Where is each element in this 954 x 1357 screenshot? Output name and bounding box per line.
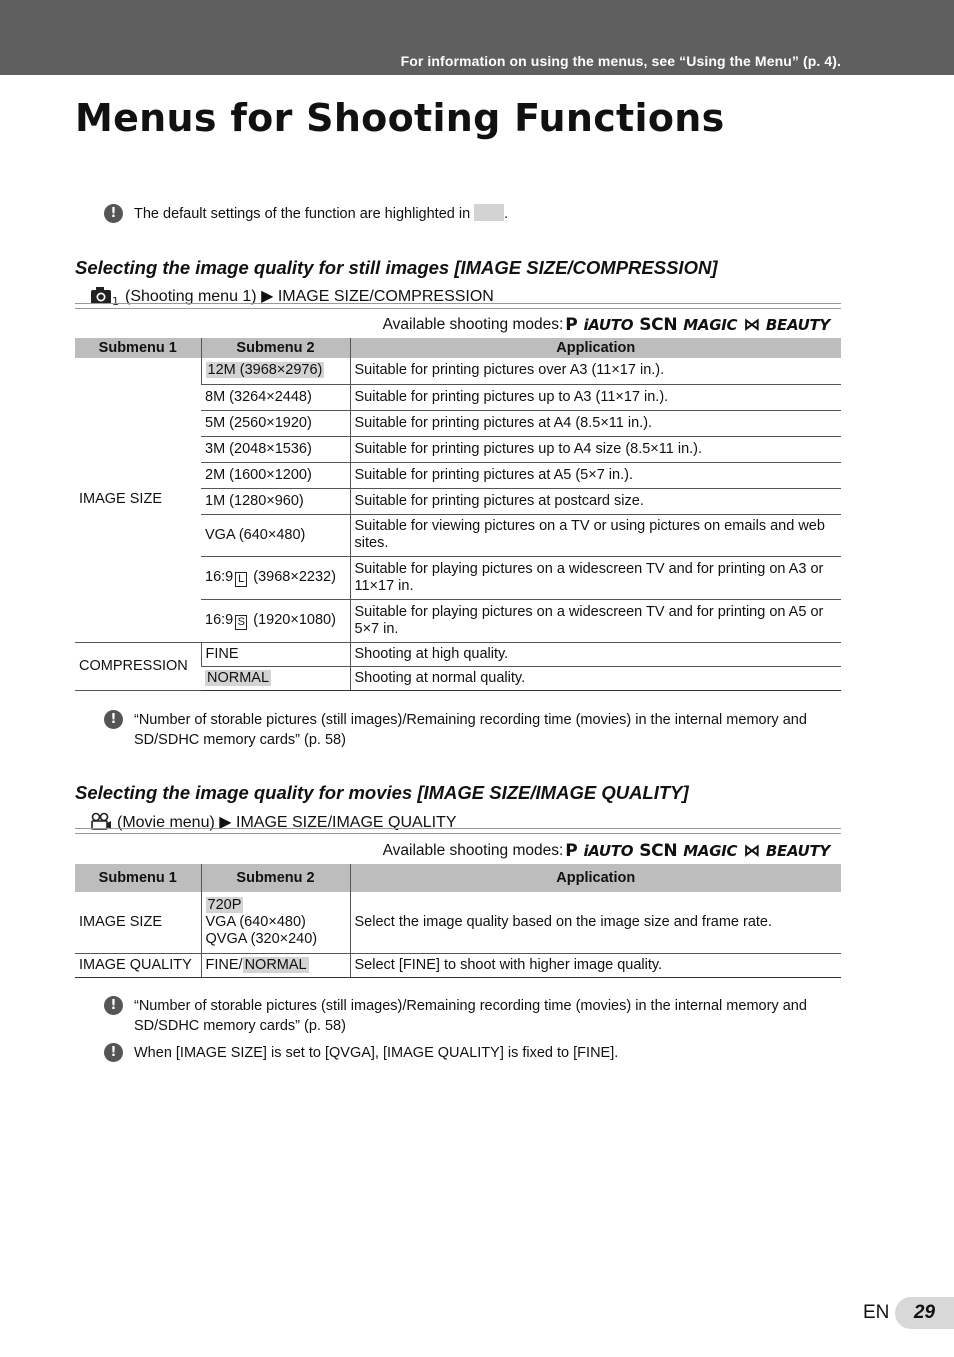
- col-header-application: Application: [350, 338, 841, 358]
- table-row: IMAGE SIZE 720P VGA (640×480) QVGA (320×240) Select the image quality based on the image size and frame rate.: [75, 892, 841, 953]
- submenu1-image-quality: IMAGE QUALITY: [75, 953, 201, 977]
- table-row: COMPRESSION FINE Shooting at high quality.: [75, 642, 841, 666]
- mode-scn-icon: SCN: [639, 841, 678, 861]
- mode-p-icon: P: [565, 315, 578, 335]
- highlight-swatch: [474, 204, 504, 221]
- svg-text:1: 1: [112, 295, 119, 306]
- mode-icons: [565, 841, 836, 861]
- caution-icon: !: [104, 710, 123, 729]
- default-value: 720P: [207, 896, 242, 913]
- section1-heading: Selecting the image quality for still images [IMAGE SIZE/COMPRESSION]: [75, 257, 718, 278]
- col-header-submenu2: Submenu 2: [201, 338, 350, 358]
- col-header-application: Application: [350, 864, 841, 892]
- section2-note-1: ! “Number of storable pictures (still images)/Remaining recording time (movies) in the internal memory and SD/SDHC memory cards” (p. 58): [104, 996, 844, 1036]
- page-title: Menus for Shooting Functions: [75, 96, 725, 140]
- mode-p-icon: P: [565, 841, 578, 861]
- default-note: [104, 204, 844, 224]
- mode-scn-icon: SCN: [639, 315, 678, 335]
- page-number: 29: [895, 1297, 954, 1329]
- caution-icon: !: [104, 204, 123, 223]
- section2-heading: Selecting the image quality for movies [IMAGE SIZE/IMAGE QUALITY]: [75, 782, 689, 803]
- table-row: 2M (1600×1200) Suitable for printing pictures at A5 (5×7 in.).: [75, 462, 841, 488]
- default-note-text: The default settings of the function are highlighted in .: [134, 206, 509, 222]
- table-row: 16:9 S (1920×1080) Suitable for playing pictures on a widescreen TV and for printing on A5 or 5×7 in.: [75, 599, 841, 642]
- table-row: VGA (640×480) Suitable for viewing pictures on a TV or using pictures on emails and web sites.: [75, 514, 841, 556]
- table-row: 1M (1280×960) Suitable for printing pictures at postcard size.: [75, 488, 841, 514]
- default-value: NORMAL: [244, 956, 307, 973]
- section1-rule: [75, 303, 841, 309]
- table-row: 3M (2048×1536) Suitable for printing pictures up to A4 size (8.5×11 in.).: [75, 436, 841, 462]
- table-row: NORMAL Shooting at normal quality.: [75, 666, 841, 690]
- footer-language: EN: [863, 1302, 890, 1323]
- table-row: 5M (2560×1920) Suitable for printing pictures at A4 (8.5×11 in.).: [75, 410, 841, 436]
- col-header-submenu1: Submenu 1: [75, 338, 201, 358]
- mode-icons: [565, 315, 836, 335]
- col-header-submenu2: Submenu 2: [201, 864, 350, 892]
- section1-note: ! “Number of storable pictures (still images)/Remaining recording time (movies) in the internal memory and SD/SDHC memory cards” (p. 58): [104, 710, 844, 750]
- section2-menu-path: (Movie menu) ▶ IMAGE SIZE/IMAGE QUALITY: [90, 812, 456, 832]
- table-row: 16:9 L (3968×2232) Suitable for playing pictures on a widescreen TV and for printing on A3 or 11×17 in.: [75, 556, 841, 599]
- mode-beauty-icon: BEAUTY: [765, 842, 830, 860]
- table-row: IMAGE SIZE 12M (3968×2976) Suitable for printing pictures over A3 (11×17 in.).: [75, 358, 841, 384]
- section2-note-2: ! When [IMAGE SIZE] is set to [QVGA], [IMAGE QUALITY] is fixed to [FINE].: [104, 1043, 844, 1063]
- large-size-icon: L: [235, 572, 247, 587]
- mode-beauty-icon: BEAUTY: [765, 316, 830, 334]
- caution-icon: !: [104, 996, 123, 1015]
- submenu1-compression: COMPRESSION: [75, 642, 201, 690]
- default-value: 12M (3968×2976): [207, 362, 323, 379]
- mode-panorama-icon: ⋈: [743, 841, 760, 861]
- small-size-icon: S: [235, 615, 247, 630]
- mode-magic-icon: MAGIC: [683, 842, 738, 860]
- section2-table: [75, 864, 841, 978]
- default-value: NORMAL: [207, 669, 270, 686]
- section1-available-modes: Available shooting modes: P iAUTO SCN MAGIC ⋈ BEAUTY: [383, 315, 836, 335]
- table-row: IMAGE QUALITY FINE/ NORMAL Select [FINE] to shoot with higher image quality.: [75, 953, 841, 977]
- submenu1-image-size: IMAGE SIZE: [75, 358, 201, 642]
- section2-available-modes: Available shooting modes: P iAUTO SCN MAGIC ⋈ BEAUTY: [383, 841, 836, 861]
- section2-rule: [75, 828, 841, 834]
- section1-table: [75, 338, 841, 691]
- col-header-submenu1: Submenu 1: [75, 864, 201, 892]
- submenu1-image-size: IMAGE SIZE: [75, 892, 201, 953]
- header-bar: [0, 0, 954, 75]
- header-info: For information on using the menus, see “Using the Menu” (p. 4).: [400, 53, 841, 69]
- mode-iauto-icon: iAUTO: [583, 842, 634, 860]
- mode-magic-icon: MAGIC: [683, 316, 738, 334]
- section1-menu-path: 1 (Shooting menu 1) ▶ IMAGE SIZE/COMPRESSION: [90, 286, 494, 306]
- mode-iauto-icon: iAUTO: [583, 316, 634, 334]
- mode-panorama-icon: ⋈: [743, 315, 760, 335]
- table-row: 8M (3264×2448) Suitable for printing pictures up to A3 (11×17 in.).: [75, 384, 841, 410]
- caution-icon: !: [104, 1043, 123, 1062]
